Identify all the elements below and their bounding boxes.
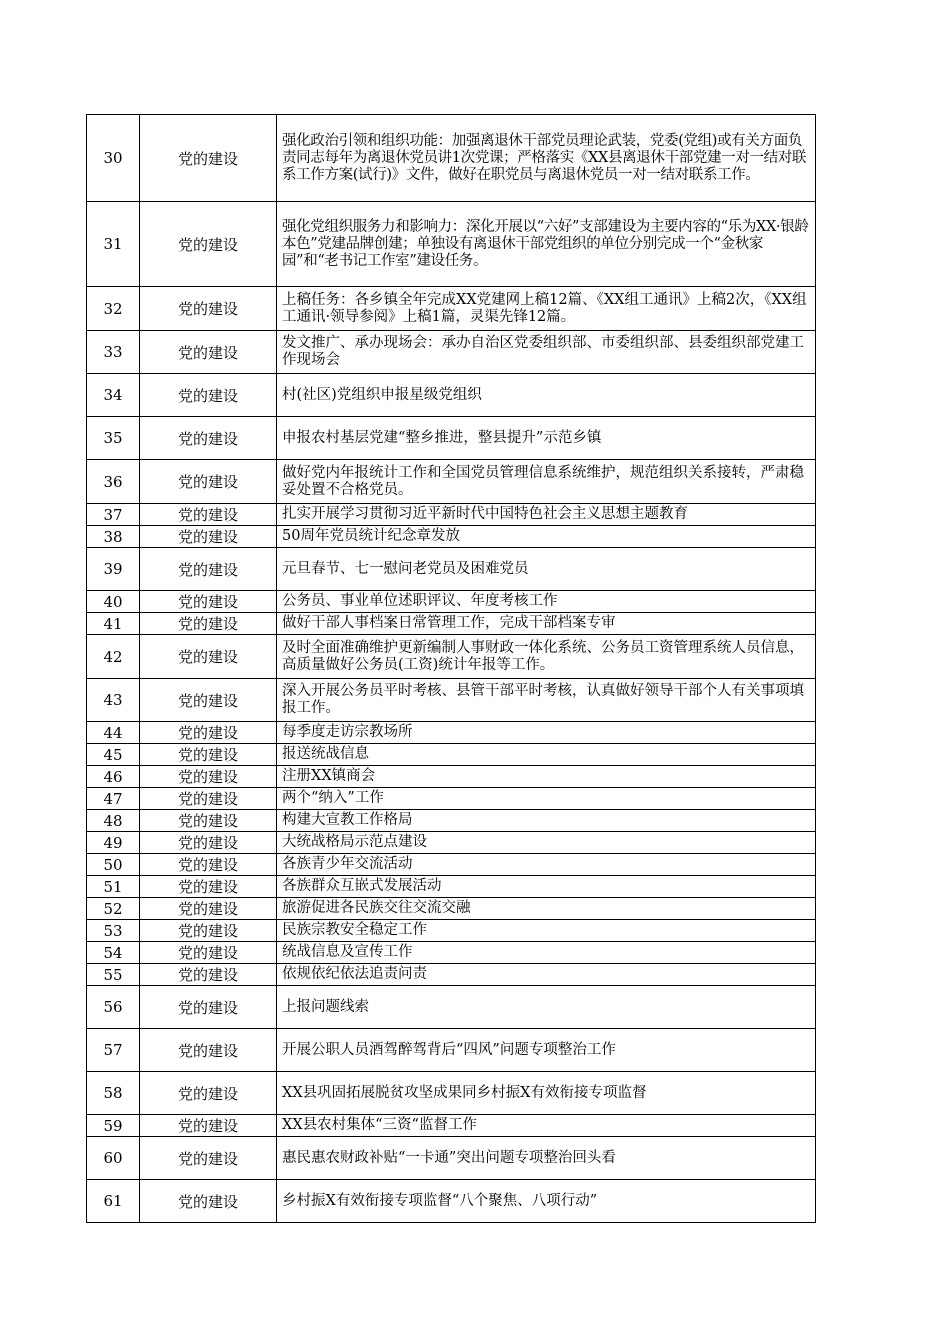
row-content: 乡村振X有效衔接专项监督“八个聚焦、八项行动”: [277, 1180, 816, 1223]
row-number: 46: [87, 766, 140, 788]
table-row: [87, 331, 816, 374]
row-category: 党的建设: [140, 635, 277, 679]
table-row: [87, 548, 816, 591]
row-content: 民族宗教安全稳定工作: [277, 920, 816, 942]
row-category: 党的建设: [140, 1180, 277, 1223]
row-category: 党的建设: [140, 810, 277, 832]
table-row: [87, 832, 816, 854]
row-category: 党的建设: [140, 202, 277, 287]
row-content: XX县巩固拓展脱贫攻坚成果同乡村振X有效衔接专项监督: [277, 1072, 816, 1115]
row-content: 各族群众互嵌式发展活动: [277, 876, 816, 898]
row-number: 58: [87, 1072, 140, 1115]
row-category: 党的建设: [140, 1072, 277, 1115]
row-number: 42: [87, 635, 140, 679]
row-content: 及时全面准确维护更新编制人事财政一体化系统、公务员工资管理系统人员信息，高质量做好公务员(工资)统计年报等工作。: [277, 635, 816, 679]
row-category: 党的建设: [140, 548, 277, 591]
row-category: 党的建设: [140, 526, 277, 548]
row-number: 33: [87, 331, 140, 374]
row-number: 34: [87, 374, 140, 417]
row-category: 党的建设: [140, 964, 277, 986]
row-category: 党的建设: [140, 417, 277, 460]
row-category: 党的建设: [140, 504, 277, 526]
row-number: 59: [87, 1115, 140, 1137]
row-number: 61: [87, 1180, 140, 1223]
row-category: 党的建设: [140, 374, 277, 417]
row-number: 38: [87, 526, 140, 548]
table-row: [87, 766, 816, 788]
table-row: [87, 744, 816, 766]
row-number: 47: [87, 788, 140, 810]
row-number: 31: [87, 202, 140, 287]
table-row: [87, 526, 816, 548]
row-content: 旅游促进各民族交往交流交融: [277, 898, 816, 920]
table-row: [87, 287, 816, 331]
row-number: 56: [87, 986, 140, 1029]
row-category: 党的建设: [140, 1137, 277, 1180]
row-number: 53: [87, 920, 140, 942]
row-content: 依规依纪依法追责问责: [277, 964, 816, 986]
table-row: [87, 635, 816, 679]
table-row: [87, 964, 816, 986]
table-row: [87, 1029, 816, 1072]
row-number: 41: [87, 613, 140, 635]
row-number: 32: [87, 287, 140, 331]
row-content: 报送统战信息: [277, 744, 816, 766]
row-number: 49: [87, 832, 140, 854]
row-category: 党的建设: [140, 832, 277, 854]
table-row: [87, 1115, 816, 1137]
row-number: 36: [87, 460, 140, 504]
row-content: 构建大宣教工作格局: [277, 810, 816, 832]
row-number: 45: [87, 744, 140, 766]
table-row: [87, 854, 816, 876]
row-number: 55: [87, 964, 140, 986]
row-category: 党的建设: [140, 679, 277, 722]
row-content: 50周年党员统计纪念章发放: [277, 526, 816, 548]
table-row: [87, 591, 816, 613]
row-content: 村(社区)党组织申报星级党组织: [277, 374, 816, 417]
row-number: 50: [87, 854, 140, 876]
row-number: 37: [87, 504, 140, 526]
row-category: 党的建设: [140, 115, 277, 202]
row-content: 上报问题线索: [277, 986, 816, 1029]
row-content: 注册XX镇商会: [277, 766, 816, 788]
row-number: 30: [87, 115, 140, 202]
table-row: [87, 460, 816, 504]
row-content: 强化政治引领和组织功能：加强离退休干部党员理论武装，党委(党组)或有关方面负责同志每年为离退休党员讲1次党课；严格落实《XX县离退休干部党建一对一结对联系工作方案(试行)》文件，做好在职党员与离退休党员一对一结对联系工作。: [277, 115, 816, 202]
row-category: 党的建设: [140, 766, 277, 788]
row-number: 40: [87, 591, 140, 613]
row-number: 57: [87, 1029, 140, 1072]
row-content: XX县农村集体“三资“监督工作: [277, 1115, 816, 1137]
row-content: 发文推广、承办现场会：承办自治区党委组织部、市委组织部、县委组织部党建工作现场会: [277, 331, 816, 374]
table-row: [87, 417, 816, 460]
row-category: 党的建设: [140, 942, 277, 964]
row-content: 两个“纳入”工作: [277, 788, 816, 810]
work-task-table: [86, 114, 816, 1223]
table-row: [87, 1137, 816, 1180]
table-row: [87, 504, 816, 526]
table-row: [87, 679, 816, 722]
table-row: [87, 876, 816, 898]
row-content: 惠民惠农财政补贴“一卡通”突出问题专项整治回头看: [277, 1137, 816, 1180]
table-row: [87, 788, 816, 810]
row-content: 扎实开展学习贯彻习近平新时代中国特色社会主义思想主题教育: [277, 504, 816, 526]
row-category: 党的建设: [140, 744, 277, 766]
row-content: 每季度走访宗教场所: [277, 722, 816, 744]
table-row: [87, 613, 816, 635]
row-content: 做好干部人事档案日常管理工作，完成干部档案专审: [277, 613, 816, 635]
table-row: [87, 986, 816, 1029]
table-row: [87, 810, 816, 832]
row-category: 党的建设: [140, 920, 277, 942]
row-category: 党的建设: [140, 331, 277, 374]
row-number: 39: [87, 548, 140, 591]
row-number: 51: [87, 876, 140, 898]
row-number: 43: [87, 679, 140, 722]
row-category: 党的建设: [140, 1115, 277, 1137]
row-content: 上稿任务：各乡镇全年完成XX党建网上稿12篇、《XX组工通讯》上稿2次，《XX组工通讯·领导参阅》上稿1篇，灵渠先锋12篇。: [277, 287, 816, 331]
table-row: [87, 202, 816, 287]
row-category: 党的建设: [140, 460, 277, 504]
row-number: 54: [87, 942, 140, 964]
row-number: 48: [87, 810, 140, 832]
table-row: [87, 374, 816, 417]
row-category: 党的建设: [140, 591, 277, 613]
row-content: 申报农村基层党建“整乡推进，整县提升”示范乡镇: [277, 417, 816, 460]
row-category: 党的建设: [140, 986, 277, 1029]
row-category: 党的建设: [140, 898, 277, 920]
table-row: [87, 1180, 816, 1223]
row-number: 44: [87, 722, 140, 744]
table-row: [87, 115, 816, 202]
row-category: 党的建设: [140, 1029, 277, 1072]
row-category: 党的建设: [140, 287, 277, 331]
row-category: 党的建设: [140, 788, 277, 810]
row-number: 52: [87, 898, 140, 920]
row-number: 60: [87, 1137, 140, 1180]
row-content: 各族青少年交流活动: [277, 854, 816, 876]
table-row: [87, 1072, 816, 1115]
row-category: 党的建设: [140, 854, 277, 876]
row-content: 做好党内年报统计工作和全国党员管理信息系统维护，规范组织关系接转，严肃稳妥处置不合格党员。: [277, 460, 816, 504]
row-content: 元旦春节、七一慰问老党员及困难党员: [277, 548, 816, 591]
table-row: [87, 722, 816, 744]
row-content: 强化党组织服务力和影响力：深化开展以“六好”支部建设为主要内容的“乐为XX·银龄本色”党建品牌创建；单独设有离退休干部党组织的单位分别完成一个“金秋家园”和“老书记工作室”建设任务。: [277, 202, 816, 287]
table-body: [87, 115, 816, 1223]
row-content: 开展公职人员酒驾醉驾背后“四风”问题专项整治工作: [277, 1029, 816, 1072]
table-row: [87, 898, 816, 920]
table-row: [87, 920, 816, 942]
row-content: 大统战格局示范点建设: [277, 832, 816, 854]
row-category: 党的建设: [140, 876, 277, 898]
row-category: 党的建设: [140, 722, 277, 744]
row-content: 统战信息及宣传工作: [277, 942, 816, 964]
row-number: 35: [87, 417, 140, 460]
row-category: 党的建设: [140, 613, 277, 635]
row-content: 深入开展公务员平时考核、县管干部平时考核，认真做好领导干部个人有关事项填报工作。: [277, 679, 816, 722]
row-content: 公务员、事业单位述职评议、年度考核工作: [277, 591, 816, 613]
table-row: [87, 942, 816, 964]
